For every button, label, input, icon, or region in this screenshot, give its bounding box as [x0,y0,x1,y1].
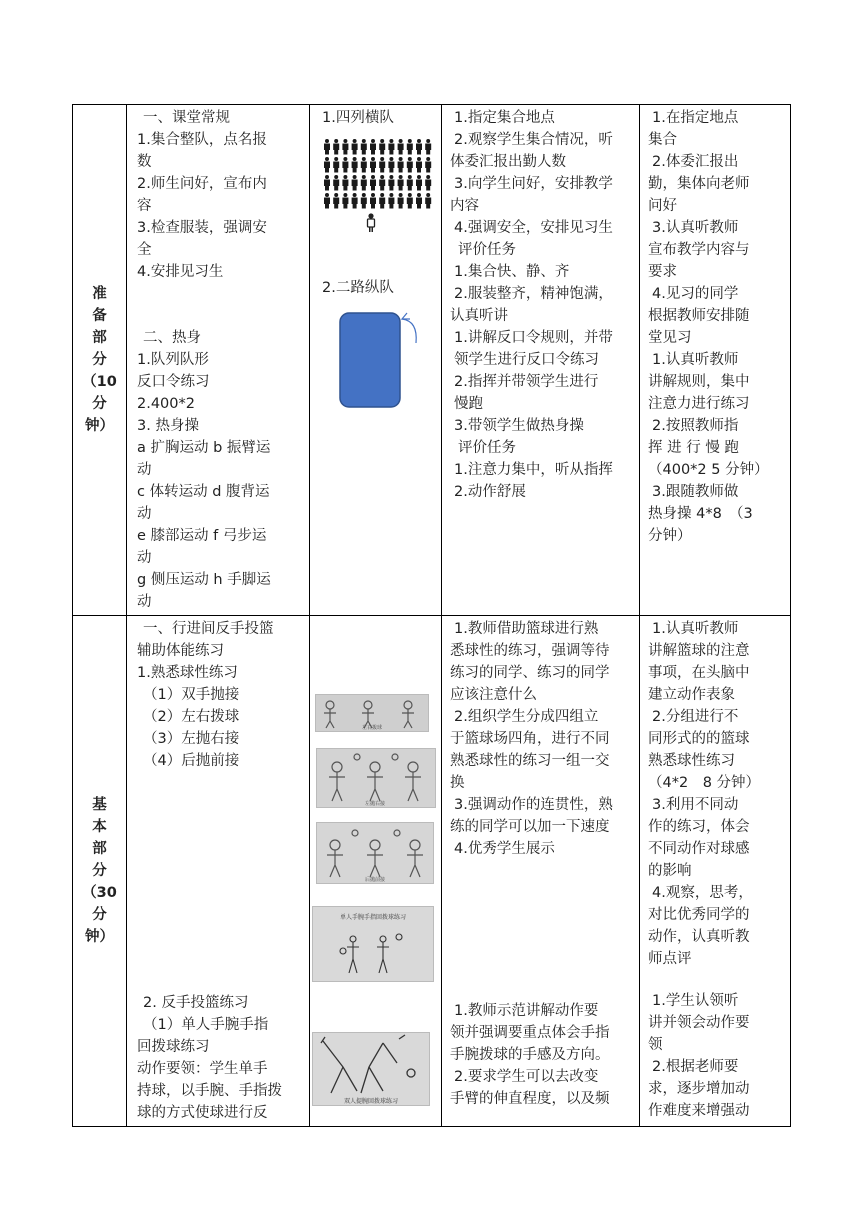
student-figure-icon [352,175,358,191]
student-figure-icon [352,139,358,155]
photo-left-throw-right-catch [316,748,436,808]
photo-back-throw-front-catch [316,822,434,884]
table-row-basic [73,616,791,1127]
photo-caption-double-wrist-flick: 双人提腕回拨球练习 [343,1098,399,1105]
student-figure-icon [361,139,367,155]
student-figure-icon [416,175,422,191]
student-figure-icon [388,139,394,155]
student-figure-icon [398,157,404,173]
student-figure-icon [407,193,413,209]
photo-double-wrist-flick-sketch [312,1032,430,1106]
photo-caption-left-right-dribble: 左右拨球 [361,725,383,731]
student-figure-icon [398,139,404,155]
photo-single-wrist-flick-sketch [312,906,434,982]
student-figure-icon [342,175,348,191]
section-name-preparation: 准 备 部 分 （10 分 钟） [73,105,127,616]
student-figure-icon [324,193,330,209]
photo-caption-left-throw-right-catch: 左抛右接 [364,801,386,807]
student-figure-icon [342,193,348,209]
student-figure-icon [416,139,422,155]
student-figure-icon [361,193,367,209]
student-figure-icon [425,175,431,191]
student-figure-icon [398,175,404,191]
student-figure-icon [342,157,348,173]
student-figure-icon [425,157,431,173]
student-figure-icon [388,157,394,173]
four-row-formation-diagram [322,137,434,211]
student-figure-icon [361,157,367,173]
student-figure-icon [407,175,413,191]
photo-caption-back-throw-front-catch: 后抛前接 [364,877,386,883]
student-figure-icon [333,175,339,191]
student-figure-icon [416,157,422,173]
student-figure-icon [407,139,413,155]
student-figure-icon [425,193,431,209]
student-figure-icon [333,193,339,209]
student-figure-icon [342,139,348,155]
student-figure-icon [352,193,358,209]
organization-cell-preparation: 1.四列横队 2.二路纵队 [310,105,442,616]
student-figure-icon [370,175,376,191]
student-figure-icon [388,175,394,191]
student-figure-icon [416,193,422,209]
two-column-formation-diagram [334,309,426,413]
student-figure-icon [379,139,385,155]
table-row-preparation [73,105,791,616]
organization-cell-basic [310,616,442,1127]
student-activity-cell-basic: 1.认真听教师 讲解篮球的注意 事项，在头脑中 建立动作表象 2.分组进行不 同形式的的篮球 熟悉球性练习 （4*2 8 分钟） 3.利用不同动 作的练习，体会 不同动作对球感 的影响 4.观察，思考， 对比优秀同学的 动作，认真听教 师点评 1.学生认领听 讲并领会动作要 领 2.根据老师要 求，逐步增加动 作难度来增强动 [640,616,791,1127]
student-figure-icon [361,175,367,191]
student-figure-icon [370,139,376,155]
student-figure-icon [370,193,376,209]
student-figure-icon [324,139,330,155]
teacher-activity-cell-basic: 1.教师借助篮球进行熟 悉球性的练习，强调等待 练习的同学、练习的同学 应该注意什么 2.组织学生分成四组立 于篮球场四角，进行不同 熟悉球性的练习一组一交 换 3.强调动作的连贯性，熟 练的同学可以加一下速度 4.优秀学生展示 1.教师示范讲解动作要 领并强调要重点体会手指 手腕拨球的手感及方向。 2.要求学生可以去改变 手臂的伸直程度，以及频 [442,616,640,1127]
student-figure-icon [379,193,385,209]
photo-left-right-dribble [315,694,429,732]
student-figure-icon [379,175,385,191]
student-figure-icon [333,139,339,155]
student-figure-icon [352,157,358,173]
content-cell-basic: 一、行进间反手投篮 辅助体能练习 1.熟悉球性练习 （1）双手抛接 （2）左右拨球 （3）左抛右接 （4）后抛前接 2. 反手投篮练习 （1）单人手腕手指 回拨球练习 动作要领：学生单手 持球，以手腕、手指拨 球的方式使球进行反 [127,616,310,1127]
photo-caption-single-wrist-flick: 单人手腕手指回拨球练习 [339,914,407,921]
student-figure-icon [324,157,330,173]
student-figure-icon [425,139,431,155]
lesson-plan-table [72,104,791,1127]
student-figure-icon [324,175,330,191]
student-figure-icon [333,157,339,173]
student-figure-icon [388,193,394,209]
content-cell-preparation: 一、课堂常规 1.集合整队，点名报 数 2.师生问好，宣布内 容 3.检查服装，强调安 全 4.安排见习生 二、热身 1.队列队形 反口令练习 2.400*2 3. 热身操 a 扩胸运动 b 振臂运 动 c 体转运动 d 腹背运 动 e 膝部运动 f 弓步运 动 g 侧压运动 h 手脚运 动 [127,105,310,616]
student-figure-icon [398,193,404,209]
student-figure-icon [407,157,413,173]
teacher-figure-icon [366,213,376,233]
section-name-basic: 基 本 部 分 （30 分 钟） [73,616,127,1127]
student-activity-cell-preparation: 1.在指定地点 集合 2.体委汇报出 勤，集体向老师 问好 3.认真听教师 宣布教学内容与 要求 4.见习的同学 根据教师安排随 堂见习 1.认真听教师 讲解规则，集中 注意力进行练习 2.按照教师指 挥 进 行 慢 跑 （400*2 5 分钟） 3.跟随教师做 热身操 4*8 （3 分钟） [640,105,791,616]
student-figure-icon [370,157,376,173]
teacher-activity-cell-preparation: 1.指定集合地点 2.观察学生集合情况，听 体委汇报出勤人数 3.向学生问好，安排教学 内容 4.强调安全，安排见习生 评价任务 1.集合快、静、齐 2.服装整齐，精神饱满， 认真听讲 1.讲解反口令规则，并带 领学生进行反口令练习 2.指挥并带领学生进行 慢跑 3.带领学生做热身操 评价任务 1.注意力集中，听从指挥 2.动作舒展 [442,105,640,616]
student-figure-icon [379,157,385,173]
